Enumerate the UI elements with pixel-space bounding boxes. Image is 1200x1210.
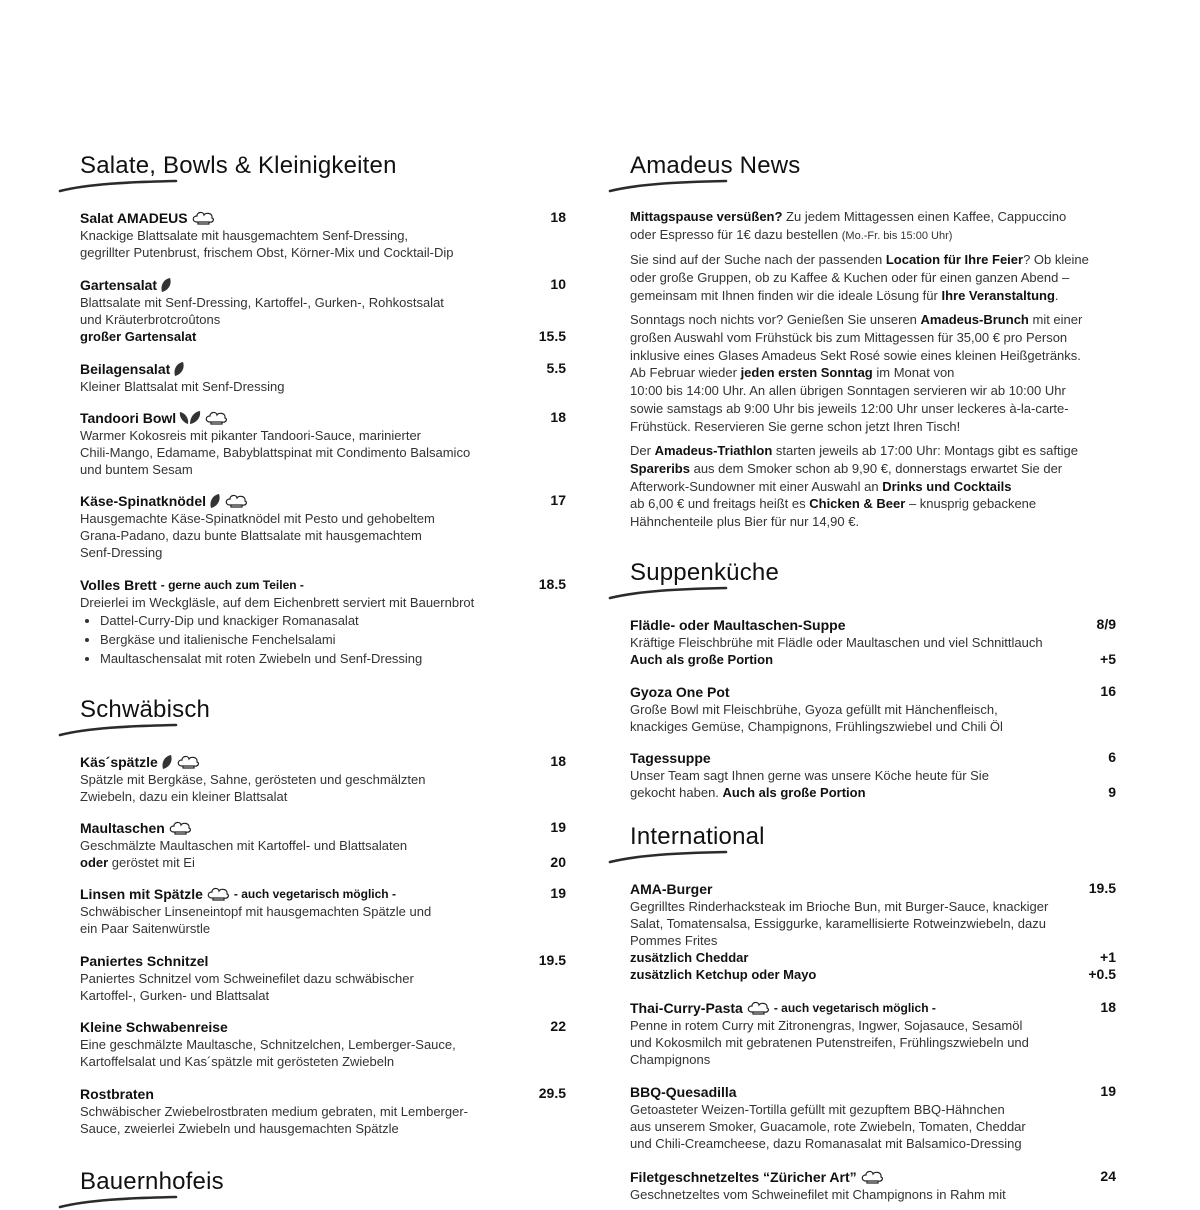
news-paragraph-location: Sie sind auf der Suche nach der passenden Location für Ihre Feier? Ob kleine oder große Gruppen, ob zu Kaffee & Kuchen oder für einen ganzen Abend – gemeinsam mit Ihnen finden wir die ideale Lösung für Ihre Veranstaltung. <box>630 252 1089 303</box>
menu-item-gartensalat: Gartensalat 10 Blattsalate mit Senf-Dressing, Kartoffel-, Gurken-, Rohkostsalat und Kräuterbrotcroûtons großer Gartensalat 15.5 <box>80 276 566 344</box>
menu-item-salat-amadeus: Salat AMADEUS 18 Knackige Blattsalate mit hausgemachtem Senf-Dressing, gegrillter Putenbrust, frischem Obst, Körner-Mix und Cocktail-Dip <box>80 209 566 260</box>
section-title-suppenkueche: Suppenküche <box>630 559 779 587</box>
leaf-icon <box>160 277 172 293</box>
news-paragraph-mittagspause: Mittagspause versüßen? Zu jedem Mittagessen einen Kaffee, Cappuccino oder Espresso für 1€ dazu bestellen (Mo.-Fr. bis 15:00 Uhr) <box>630 209 1067 242</box>
list-item: • Bergkäse und italienische Fenchelsalami <box>100 630 566 649</box>
menu-item-beilagensalat: Beilagensalat 5.5 Kleiner Blattsalat mit Senf-Dressing <box>80 360 566 394</box>
section-title-bauernhofeis: Bauernhofeis <box>80 1168 224 1196</box>
menu-item-kleine-schwabenreise: Kleine Schwabenreise 22 Eine geschmälzte Maultasche, Schnitzelchen, Lemberger-Sauce, Kartoffelsalat und Kas´spätzle mit gerösteten Zwiebeln <box>80 1018 566 1069</box>
section-title-schwaebisch: Schwäbisch <box>80 696 210 724</box>
list-item: • Dattel-Curry-Dip und knackiger Romanasalat <box>100 611 566 630</box>
chef-hat-icon <box>176 755 200 769</box>
menu-item-maultaschen: Maultaschen 19 Geschmälzte Maultaschen mit Kartoffel- und Blattsalaten oder geröstet mit Ei 20 <box>80 819 566 870</box>
brush-underline-icon <box>608 585 728 601</box>
menu-item-bbq-quesadilla: BBQ-Quesadilla 19 Getoasteter Weizen-Tortilla gefüllt mit gezupftem BBQ-Hähnchen aus unserem Smoker, Guacamole, rote Zwiebeln, Tomaten, Cheddar und Chili-Creamcheese, dazu Romanasalat mit Balsamico-Dressing <box>630 1083 1116 1151</box>
chef-hat-icon <box>168 821 192 835</box>
menu-item-gyoza-one-pot: Gyoza One Pot 16 Große Bowl mit Fleischbrühe, Gyoza gefüllt mit Hänchenfleisch, knackiges Gemüse, Champignons, Frühlingszwiebel und Chili Öl <box>630 683 1116 734</box>
brush-underline-icon <box>58 722 178 738</box>
brush-underline-icon <box>608 178 728 194</box>
leaf-icon <box>173 361 185 377</box>
vegan-leaves-icon <box>179 410 201 426</box>
bullet-list <box>80 611 566 668</box>
section-title-amadeus-news: Amadeus News <box>630 152 800 180</box>
list-item: • Maultaschensalat mit roten Zwiebeln und Senf-Dressing <box>100 649 566 668</box>
chef-hat-icon <box>191 211 215 225</box>
brush-underline-icon <box>608 849 728 865</box>
menu-item-linsen-mit-spaetzle: Linsen mit Spätzle - auch vegetarisch möglich - 19 Schwäbischer Linseneintopf mit hausgemachten Spätzle und ein Paar Saitenwürstle <box>80 885 566 936</box>
menu-item-volles-brett: Volles Brett - gerne auch zum Teilen - 18.5 Dreierlei im Weckgläsle, auf dem Eichenbrett serviert mit Bauernbrot • Dattel-Curry-Dip und knackiger Romanasalat • Bergkäse und italienische Fenchelsalami • Maultaschensalat mit roten Zwiebeln und Senf-Dressing <box>80 576 566 668</box>
chef-hat-icon <box>224 494 248 508</box>
menu-item-tagessuppe: Tagessuppe 6 Unser Team sagt Ihnen gerne was unsere Köche heute für Sie gekocht haben. Auch als große Portion 9 <box>630 749 1116 800</box>
leaf-icon <box>161 754 173 770</box>
menu-item-flaedle-suppe: Flädle- oder Maultaschen-Suppe 8/9 Kräftige Fleischbrühe mit Flädle oder Maultaschen und viel Schnittlauch Auch als große Portion +5 <box>630 616 1116 667</box>
menu-item-kaese-spinatknoedel: Käse-Spinatknödel 17 Hausgemachte Käse-Spinatknödel mit Pesto und gehobeltem Grana-Padano, dazu bunte Blattsalate mit hausgemachtem Senf-Dressing <box>80 492 566 560</box>
menu-item-kaesspaetzle: Käs´spätzle 18 Spätzle mit Bergkäse, Sahne, gerösteten und geschmälzten Zwiebeln, dazu ein kleiner Blattsalat <box>80 753 566 804</box>
news-paragraph-triathlon: Der Amadeus-Triathlon starten jeweils ab 17:00 Uhr: Montags gibt es saftige Spareribs aus dem Smoker schon ab 9,90 €, donnerstags erwartet Sie der Afterwork-Sundowner mit einer Auswahl an Drinks und Cocktails ab 6,00 € und freitags heißt es Chicken & Beer – knusprig gebackene Hähnchenteile plus Bier für nur 14,90 €. <box>630 443 1078 530</box>
leaf-icon <box>209 493 221 509</box>
chef-hat-icon <box>206 887 230 901</box>
menu-item-filetgeschnetzeltes: Filetgeschnetzeltes “Züricher Art” 24 Geschnetzeltes vom Schweinefilet mit Champignons in Rahm mit <box>630 1168 1116 1202</box>
chef-hat-icon <box>860 1170 884 1184</box>
chef-hat-icon <box>204 411 228 425</box>
section-title-international: International <box>630 823 765 851</box>
menu-item-thai-curry-pasta: Thai-Curry-Pasta - auch vegetarisch möglich - 18 Penne in rotem Curry mit Zitronengras, Ingwer, Sojasauce, Sesamöl und Kokosmilch mit gebratenen Putenstreifen, Frühlingszwiebeln und Champignons <box>630 999 1116 1067</box>
menu-item-ama-burger: AMA-Burger 19.5 Gegrilltes Rinderhacksteak im Brioche Bun, mit Burger-Sauce, knackiger Salat, Tomatensalsa, Essiggurke, karamellisierte Rotweinzwiebeln, dazu Pommes Frites zusätzlich Cheddar +1 zusätzlich Ketchup oder Mayo +0.5 <box>630 880 1116 982</box>
menu-item-tandoori-bowl: Tandoori Bowl 18 Warmer Kokosreis mit pikanter Tandoori-Sauce, marinierter Chili-Mango, Edamame, Babyblattspinat mit Condimento Balsamico und buntem Sesam <box>80 409 566 477</box>
brush-underline-icon <box>58 178 178 194</box>
brush-underline-icon <box>58 1194 178 1210</box>
news-paragraph-brunch: Sonntags noch nichts vor? Genießen Sie unseren Amadeus-Brunch mit einer großen Auswahl vom Frühstück bis zum Mittagessen für 35,00 € pro Person inklusive eines Glases Amadeus Sekt Rosé sowie eines kleinen Heißgetränks. Ab Februar wieder jeden ersten Sonntag im Monat von 10:00 bis 14:00 Uhr. An allen übrigen Sonntagen servieren wir ab 10:00 Uhr sowie samstags ab 9:00 Uhr bis jeweils 12:00 Uhr unser leckeres à-la-carte- Frühstück. Reservieren Sie gerne schon jetzt Ihren Tisch! <box>630 312 1083 434</box>
menu-item-rostbraten: Rostbraten 29.5 Schwäbischer Zwiebelrostbraten medium gebraten, mit Lemberger- Sauce, zweierlei Zwiebeln und hausgemachten Spätzle <box>80 1085 566 1136</box>
section-title-salate: Salate, Bowls & Kleinigkeiten <box>80 152 397 180</box>
chef-hat-icon <box>746 1001 770 1015</box>
menu-item-paniertes-schnitzel: Paniertes Schnitzel 19.5 Paniertes Schnitzel vom Schweinefilet dazu schwäbischer Kartoffel-, Gurken- und Blattsalat <box>80 952 566 1003</box>
